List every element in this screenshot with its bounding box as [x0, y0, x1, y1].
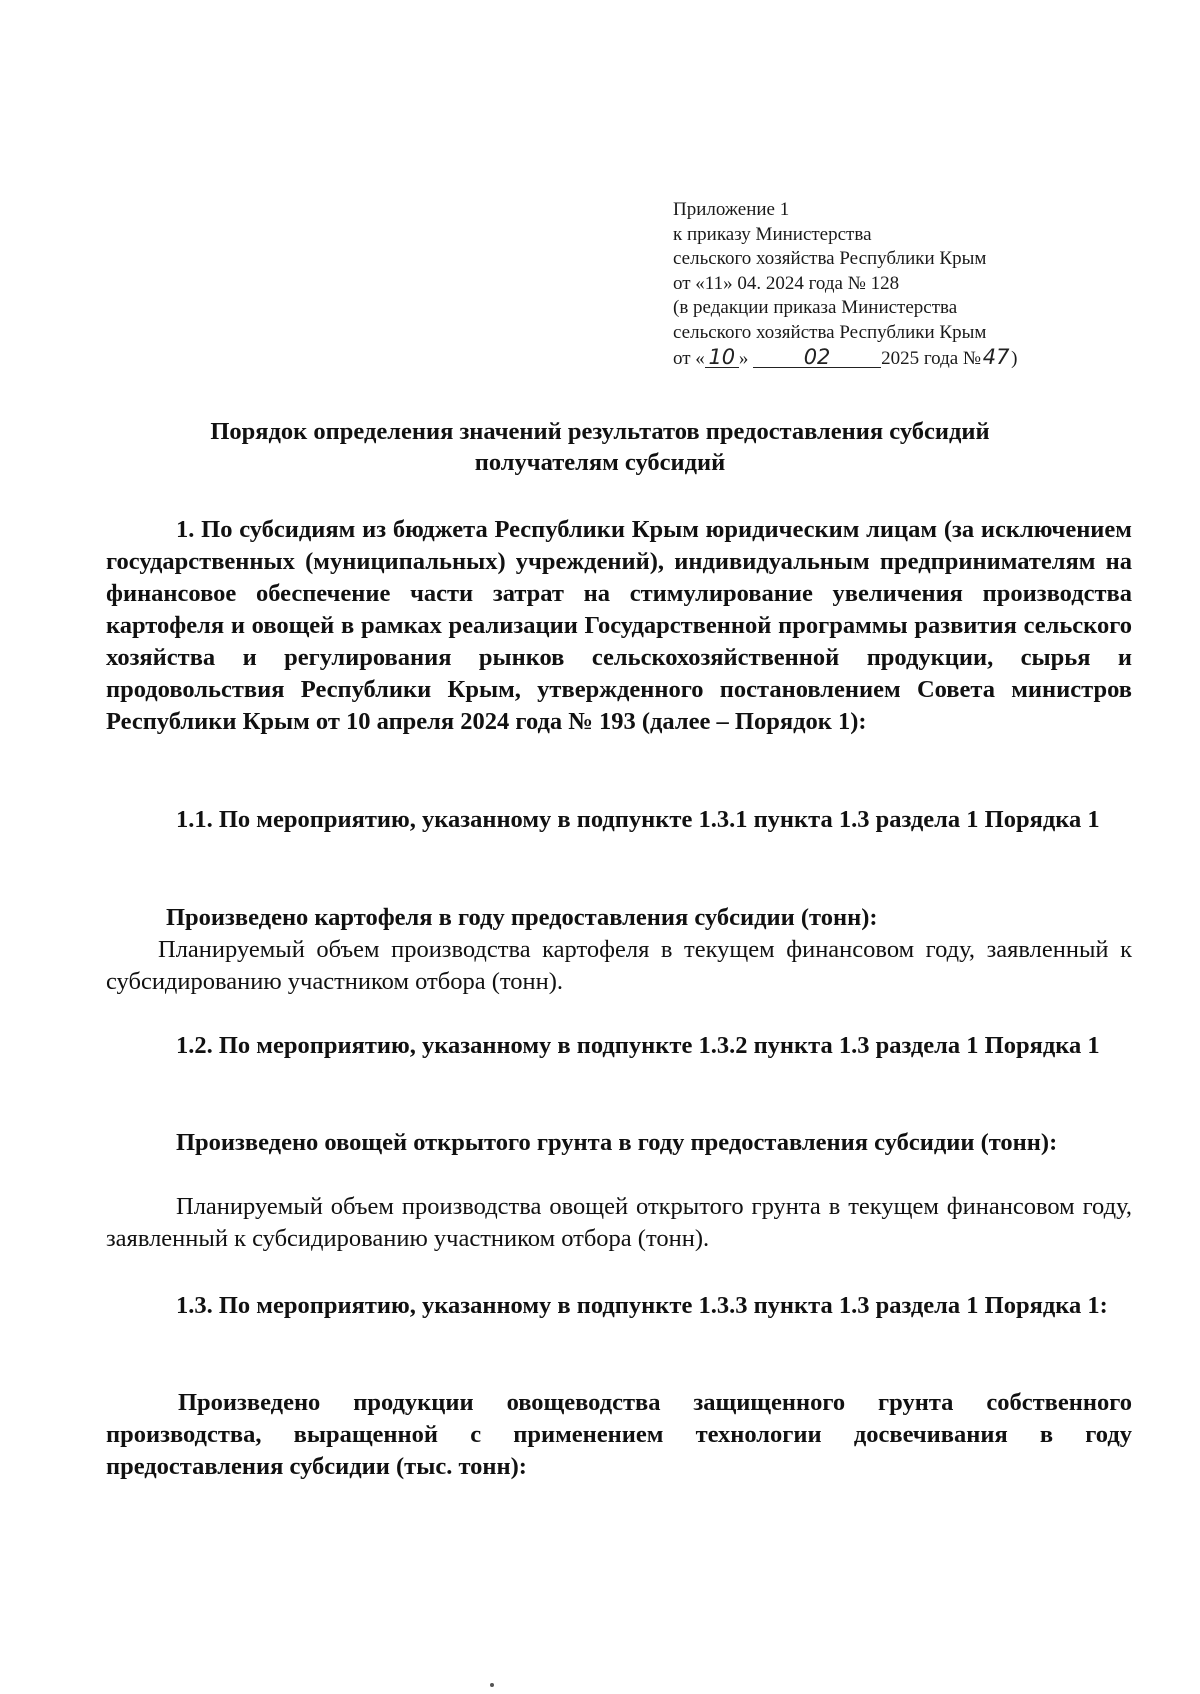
section-1-3-result: Произведено продукции овощеводства защищенного грунта собственного производства, выращенной с применением технологии досвечивания в году предоставления субсидии (тыс. тонн): — [106, 1389, 1132, 1480]
handwritten-month: 02 — [753, 347, 881, 368]
appendix-line: сельского хозяйства Республики Крым — [673, 321, 987, 343]
date-mid: » — [738, 348, 754, 369]
appendix-line: Приложение 1 — [673, 199, 790, 220]
section-1-1-heading: 1.1. По мероприятию, указанному в подпункте 1.3.1 пункта 1.3 раздела 1 Порядка 1 — [176, 806, 1100, 833]
date-suffix: ) — [1011, 348, 1018, 369]
section-1-text: 1. По субсидиям из бюджета Республики Крым юридическим лицам (за исключением государственных (муниципальных) учреждений), индивидуальным предпринимателям на финансовое обеспечение части затрат на стимулирование увеличения производства картофеля и овощей в рамках реализации Государственной программы развития сельского хозяйства и регулирования рынков сельскохозяйственной продукции, сырья и продовольствия Республики Крым, утвержденного постановлением Совета министров Республики Крым от 10 апреля 2024 года № 193 (далее – Порядок 1): — [106, 516, 1132, 735]
section-1-1-result: Произведено картофеля в году предоставления субсидии (тонн): — [166, 904, 878, 931]
title-line: Порядок определения значений результатов предоставления субсидий — [210, 418, 990, 445]
section-1-3-heading: 1.3. По мероприятию, указанному в подпункте 1.3.3 пункта 1.3 раздела 1 Порядка 1: — [176, 1292, 1108, 1319]
handwritten-number: 47 — [982, 345, 1010, 369]
section-1-2-heading: 1.2. По мероприятию, указанному в подпункте 1.3.2 пункта 1.3 раздела 1 Порядка 1 — [176, 1032, 1100, 1059]
appendix-line: от «11» 04. 2024 года № 128 — [673, 272, 900, 294]
appendix-line: (в редакции приказа Министерства — [673, 297, 958, 318]
title-line: получателям субсидий — [474, 449, 726, 476]
section-1-1-description: Планируемый объем производства картофеля в текущем финансовом году, заявленный к субсидированию участником отбора (тонн). — [106, 936, 1132, 995]
date-year: 2025 года № — [881, 348, 982, 369]
handwritten-day: 10 — [705, 347, 739, 368]
appendix-line: сельского хозяйства Республики Крым — [673, 248, 987, 269]
section-1-2-description: Планируемый объем производства овощей открытого грунта в текущем финансовом году, заявленный к субсидированию участником отбора (тонн). — [106, 1193, 1132, 1252]
appendix-line: к приказу Министерства — [673, 223, 872, 245]
section-1-2-result: Произведено овощей открытого грунта в году предоставления субсидии (тонн): — [176, 1129, 1058, 1156]
appendix-date-line — [673, 345, 1017, 372]
date-prefix: от « — [673, 348, 705, 369]
appendix-header — [673, 198, 1017, 372]
document-title — [100, 416, 1100, 478]
scan-speck — [490, 1683, 494, 1687]
